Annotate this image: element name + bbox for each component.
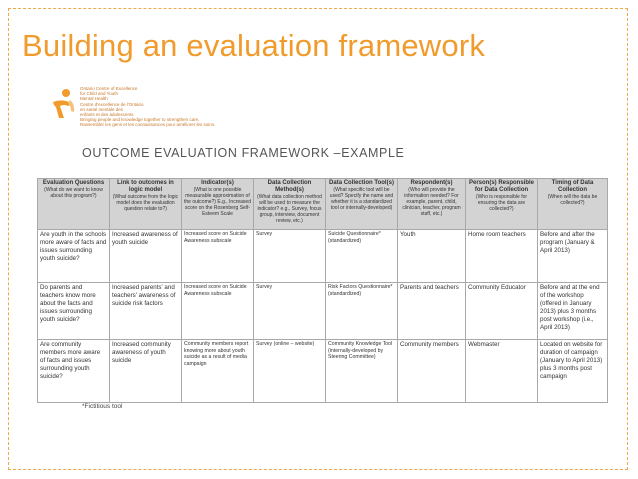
table-header-row xyxy=(38,179,608,230)
column-header-sub: (When will the data be collected?) xyxy=(547,194,598,206)
column-header xyxy=(110,179,182,230)
column-header-title: Person(s) Responsible for Data Collection xyxy=(468,180,534,193)
slide-title: Building an evaluation framework xyxy=(22,28,486,63)
column-header-sub: (What is one possible measurable approximation of the outcome?) E.g., Increased score on the Rosenberg Self-Esteem Scale xyxy=(184,187,251,217)
table-row xyxy=(38,340,608,403)
table-cell: Increased score on Suicide Awareness subscale xyxy=(182,283,254,340)
table-cell: Community Knowledge Tool (internally-developed by Steering Committee) xyxy=(326,340,398,403)
logo-line: Centre d'excellence de l'Ontario xyxy=(80,101,144,107)
footnote: *Fictitious tool xyxy=(82,403,123,410)
table-cell: Before and after the program (January & April 2013) xyxy=(538,230,608,283)
table-cell: Located on website for duration of campaign (January to April 2013) plus 3 months post campaign xyxy=(538,340,608,403)
column-header-title: Timing of Data Collection xyxy=(551,180,594,193)
table-cell: Increased community awareness of youth suicide xyxy=(110,340,182,403)
person-figure-icon xyxy=(50,88,76,120)
column-header-title: Indicator(s) xyxy=(201,180,234,186)
column-header-sub: (What do we want to know about this program?) xyxy=(44,187,103,199)
logo-text xyxy=(80,86,280,128)
column-header-title: Link to outcomes in logic model xyxy=(117,180,174,193)
column-header-sub: (What specific tool will be used? Specify the name and whether it is a standardized tool or internally-developed) xyxy=(329,187,394,211)
logo-line: Mental Health xyxy=(80,96,108,102)
column-header xyxy=(38,179,110,230)
table-row xyxy=(38,283,608,340)
column-header-title: Data Collection Method(s) xyxy=(267,180,312,193)
column-header-title: Evaluation Questions xyxy=(42,180,105,186)
framework-title: OUTCOME EVALUATION FRAMEWORK –EXAMPLE xyxy=(82,146,405,160)
column-header xyxy=(398,179,466,230)
column-header-sub: (Who will provide the information needed? For example, parent, child, clinician, teacher, program staff, etc.) xyxy=(402,187,461,217)
table-cell: Increased awareness of youth suicide xyxy=(110,230,182,283)
table-cell: Risk Factors Questionnaire* (standardized) xyxy=(326,283,398,340)
column-header-title: Data Collection Tool(s) xyxy=(329,180,394,186)
table-cell: Increased score on Suicide Awareness subscale xyxy=(182,230,254,283)
table-cell: Community members report knowing more about youth suicide as a result of media campaign xyxy=(182,340,254,403)
table-cell: Survey xyxy=(254,230,326,283)
table-row xyxy=(38,230,608,283)
column-header-sub: (Who is responsible for ensuring the data are collected?) xyxy=(475,194,528,212)
column-header xyxy=(182,179,254,230)
table-cell: Youth xyxy=(398,230,466,283)
table-cell: Survey (online – website) xyxy=(254,340,326,403)
table-cell: Do parents and teachers know more about the facts and issues surrounding youth suicide? xyxy=(38,283,110,340)
table-cell: Survey xyxy=(254,283,326,340)
framework-table xyxy=(37,178,608,403)
column-header xyxy=(538,179,608,230)
table-cell: Are community members more aware of facts and issues surrounding youth suicide? xyxy=(38,340,110,403)
table-cell: Home room teachers xyxy=(466,230,538,283)
table-cell: Community Educator xyxy=(466,283,538,340)
column-header xyxy=(466,179,538,230)
column-header-sub: (What data collection method will be used to measure the indicator? e.g., Survey, focus group, interview, document review, etc.) xyxy=(257,194,322,224)
logo-line: Rassembler les gens et les connaissances pour améliorer les soins. xyxy=(80,122,216,128)
table-cell: Webmaster xyxy=(466,340,538,403)
table-cell: Parents and teachers xyxy=(398,283,466,340)
table-cell: Suicide Questionnaire* (standardized) xyxy=(326,230,398,283)
logo-line: enfants et des adolescents xyxy=(80,112,134,118)
logo-line: for Child and Youth xyxy=(80,91,119,97)
table-cell: Are youth in the schools more aware of facts and issues surrounding youth suicide? xyxy=(38,230,110,283)
table-cell: Before and at the end of the workshop (offered in January 2013) plus 3 months post workshop (i.e., April 2013) xyxy=(538,283,608,340)
logo-line: Ontario Centre of Excellence xyxy=(80,86,138,91)
logo-line: Bringing people and knowledge together to strengthen care. xyxy=(80,117,200,123)
logo-line: en santé mentale des xyxy=(80,106,124,112)
table-cell: Community members xyxy=(398,340,466,403)
column-header-title: Respondent(s) xyxy=(410,180,453,186)
column-header xyxy=(254,179,326,230)
column-header-sub: (What outcome from the logic model does the evaluation question relate to?) xyxy=(112,194,179,212)
table-cell: Increased parents' and teachers' awareness of suicide risk factors xyxy=(110,283,182,340)
column-header xyxy=(326,179,398,230)
